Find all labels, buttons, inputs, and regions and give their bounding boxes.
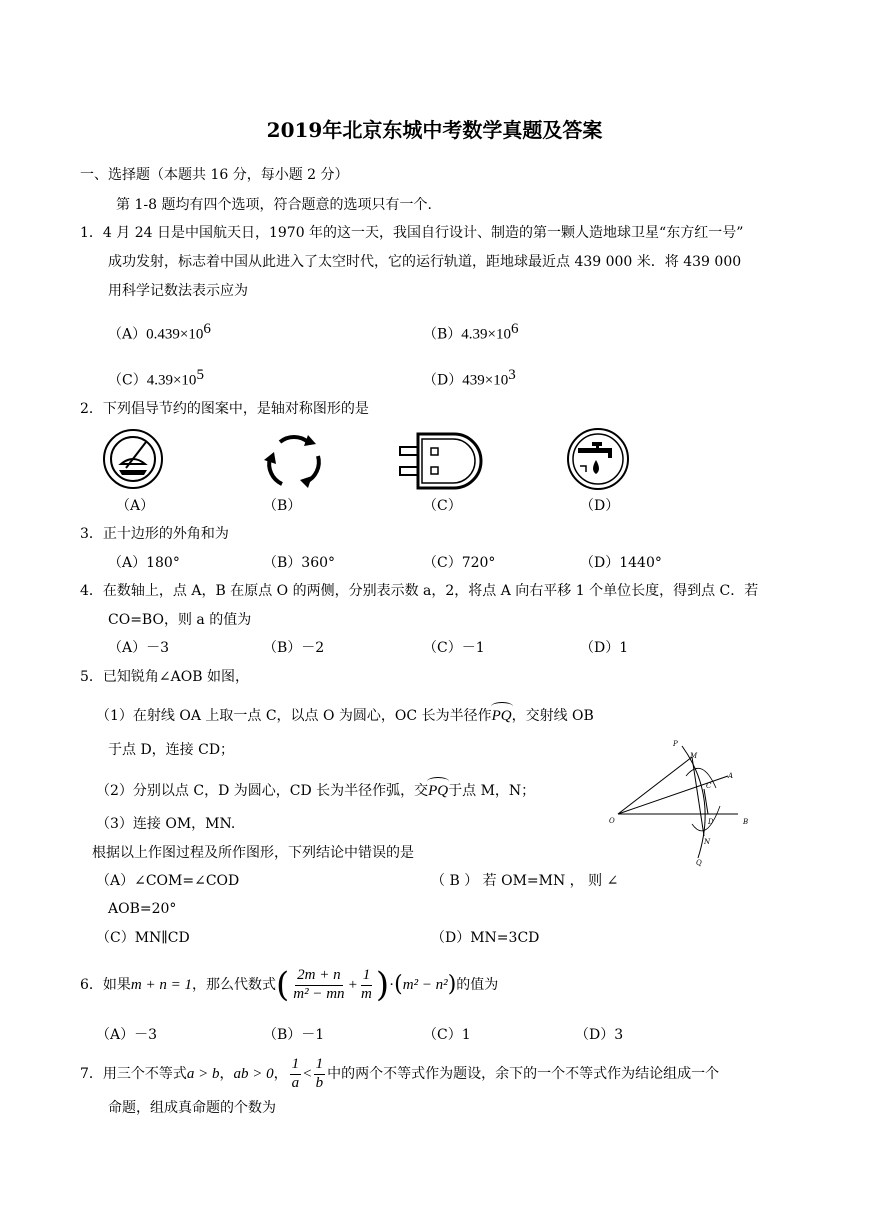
label-n: N <box>704 838 711 846</box>
recycle-icon <box>262 430 326 490</box>
faucet-icon <box>566 428 630 490</box>
q5-option-d: （D）MN=3CD <box>431 930 540 946</box>
q1-line2: 成功发射，标志着中国从此进入了太空时代，它的运行轨道，距地球最近点 439 000 米．将 439 000 <box>108 254 742 270</box>
q4-option-c: （C）－1 <box>423 640 485 656</box>
q5-step1-cont: 于点 D，连接 CD； <box>108 742 235 758</box>
q3-option-d: （D）1440° <box>580 555 662 571</box>
q2-label-d: （D） <box>580 498 620 514</box>
q5-option-c: （C）MN∥CD <box>96 930 190 946</box>
q7-stem: 7．用三个不等式 a > b ， ab > 0 ， $\frac{1}{a}$ < $\frac{1}{b}$ 中的两个不等式作为题设，余下的一个不等式作为结论组成一个 <box>80 1056 720 1091</box>
plug-icon <box>396 430 488 492</box>
q6-fraction-2: $\frac{1}{m}$ <box>361 967 372 1002</box>
q2-label-a: （A） <box>116 498 155 514</box>
q1-option-d: $(D)439\times 10^3$ <box>423 367 516 389</box>
q1-option-b: $(B)4.39\times 10^6$ <box>423 321 519 343</box>
q2-label-c: （C） <box>423 498 462 514</box>
q3-stem: 3．正十边形的外角和为 <box>80 526 229 542</box>
q2-stem: 2．下列倡导节约的图案中，是轴对称图形的是 <box>80 401 369 417</box>
q6-option-c: （C）1 <box>423 1027 471 1043</box>
q1-line1: 1．4 月 24 日是中国航天日，1970 年的这一天，我国自行设计、制造的第一颗人造地球卫星“东方红一号” <box>80 225 744 241</box>
q5-step2: （2）分别以点 C，D 为圆心，CD 长为半径作弧，交PQ于点 M，N； <box>96 779 535 800</box>
q4-line2: CO=BO，则 a 的值为 <box>108 612 252 628</box>
q5-prompt: 根据以上作图过程及所作图形，下列结论中错误的是 <box>92 845 414 861</box>
q3-option-b: （B）360° <box>263 555 336 571</box>
q4-option-a: （A）－3 <box>108 640 170 656</box>
q5-option-b-cont: AOB=20° <box>108 901 177 917</box>
page-title: 2019年北京东城中考数学真题及答案 <box>266 118 603 142</box>
q4-option-b: （B）－2 <box>263 640 325 656</box>
q6-option-a: （A）－3 <box>96 1027 158 1043</box>
label-c: C <box>706 782 712 790</box>
q7-line2: 命题，组成真命题的个数为 <box>108 1100 276 1116</box>
q4-option-d: （D）1 <box>580 640 629 656</box>
q1-option-a: $(A)0.439\times 10^6$ <box>108 321 211 343</box>
label-q: Q <box>696 859 702 867</box>
q6-option-b: （B）－1 <box>263 1027 325 1043</box>
label-b: B <box>743 818 749 826</box>
label-m: M <box>690 752 698 760</box>
q5-stem: 5．已知锐角∠AOB 如图， <box>80 669 249 685</box>
q6-option-d: （D）3 <box>575 1027 624 1043</box>
q2-label-b: （B） <box>263 498 302 514</box>
q1-line3: 用科学记数法表示应为 <box>108 283 248 299</box>
label-a: A <box>728 772 734 780</box>
q5-step3: （3）连接 OM，MN. <box>96 816 236 832</box>
q5-option-a: （A）∠COM=∠COD <box>96 873 240 889</box>
arc-pq: PQ <box>428 779 448 800</box>
label-d: D <box>708 818 714 826</box>
saving-food-icon <box>102 428 164 490</box>
angle-construction-figure <box>600 736 760 868</box>
q1-option-c: $(C)4.39\times 10^5$ <box>108 367 204 389</box>
q3-option-a: （A）180° <box>108 555 180 571</box>
q5-step1: （1）在射线 OA 上取一点 C，以点 O 为圆心，OC 长为半径作PQ，交射线 OB <box>96 704 594 725</box>
label-p: P <box>673 740 678 748</box>
label-o: O <box>609 817 615 825</box>
q3-option-c: （C）720° <box>423 555 496 571</box>
q6-fraction-1: $\frac{2m + n}{\text{m² − mn}}$ <box>293 967 345 1002</box>
arc-pq: PQ <box>492 704 512 725</box>
q4-line1: 4．在数轴上，点 A，B 在原点 O 的两侧，分别表示数 a，2，将点 A 向右平移 1 个单位长度，得到点 C．若 <box>80 583 759 599</box>
section-heading: 一、选择题（本题共 16 分，每小题 2 分） <box>80 167 349 183</box>
instructions: 第 1-8 题均有四个选项，符合题意的选项只有一个. <box>116 197 432 213</box>
q6-stem: 6．如果 m + n = 1 ，那么代数式 ( $\frac{2m + n}{\text{m² − mn}}$ + $\frac{1}{m}$ ) · ( m² − n² ) 的值为 <box>80 965 499 1005</box>
q5-option-b: （ B ） 若 OM=MN ， 则 ∠ <box>431 873 619 889</box>
